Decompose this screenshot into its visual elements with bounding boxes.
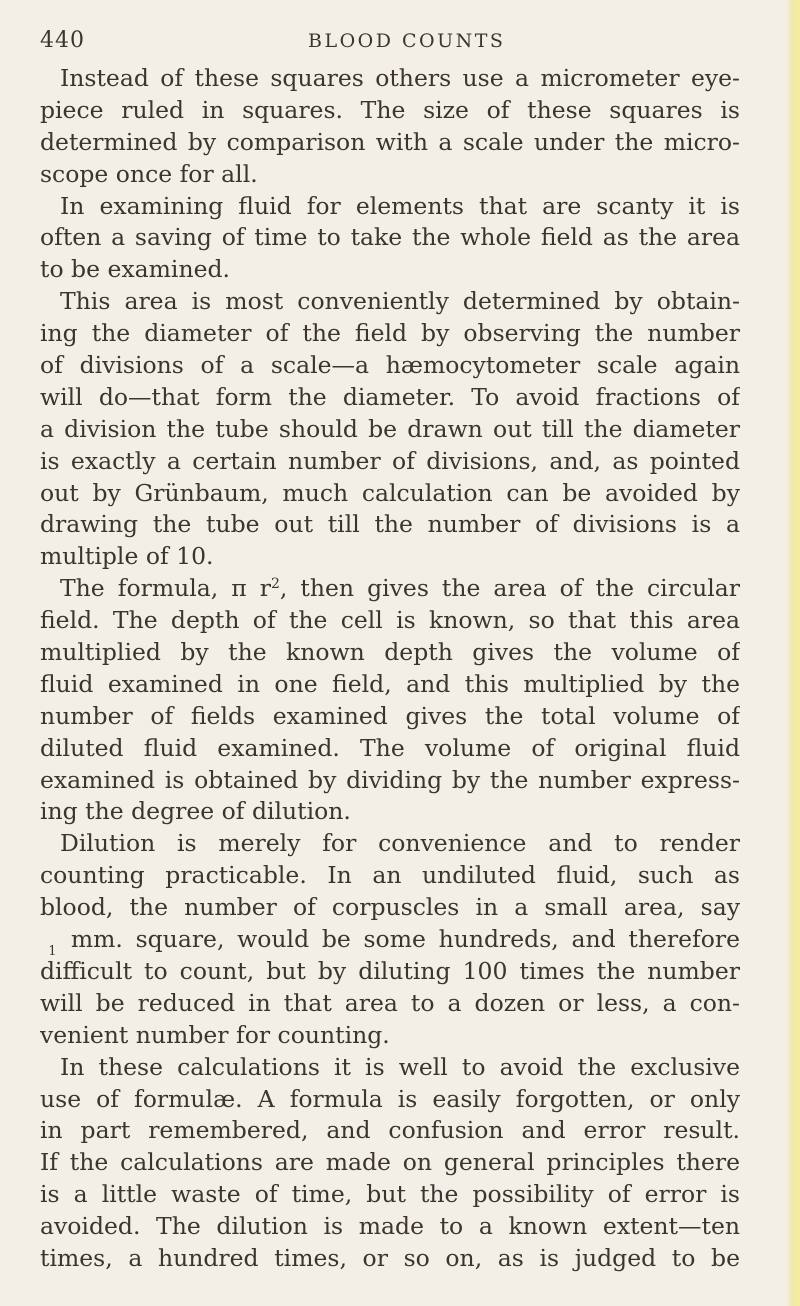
text-line: If the calculations are made on general principles there bbox=[40, 1148, 740, 1177]
text-line: use of formulæ. A formula is easily forgotten, or only bbox=[40, 1084, 740, 1113]
text-line: multiple of 10. bbox=[40, 542, 214, 571]
text-line-formula bbox=[40, 572, 740, 604]
text-line: is a little waste of time, but the possibility of error is bbox=[40, 1180, 740, 1209]
text-line: is exactly a certain number of divisions, and, as pointed bbox=[40, 446, 740, 475]
text-line: Instead of these squares others use a micrometer eye- bbox=[60, 64, 740, 92]
text-line: multiplied by the known depth gives the volume of bbox=[40, 638, 740, 667]
fraction bbox=[40, 945, 65, 955]
text-line: determined by comparison with a scale under the micro- bbox=[40, 127, 740, 156]
text-line: avoided. The dilution is made to a known extent—ten bbox=[40, 1212, 740, 1241]
formula-text: The formula, π r bbox=[60, 574, 271, 603]
text-line: piece ruled in squares. The size of these squares is bbox=[40, 95, 740, 124]
text-line: difficult to count, but by diluting 100 times the number bbox=[40, 956, 740, 985]
text-line: diluted fluid examined. The volume of original fluid bbox=[40, 733, 740, 762]
text-line: of divisions of a scale—a hæmocytometer scale again bbox=[40, 351, 740, 380]
text-line: will be reduced in that area to a dozen or less, a con- bbox=[40, 988, 740, 1017]
text-line: to be examined. bbox=[40, 255, 231, 284]
page-number: 440 bbox=[40, 28, 85, 53]
text-line: out by Grünbaum, much calculation can be avoided by bbox=[40, 478, 740, 507]
text-line: ing the diameter of the field by observing the number bbox=[40, 319, 740, 348]
fraction-line-text: mm. square, would be some hundreds, and therefore bbox=[70, 925, 740, 954]
body-text bbox=[40, 62, 740, 1274]
text-line: fluid examined in one field, and this multiplied by the bbox=[40, 669, 740, 698]
text-line-fraction bbox=[40, 923, 740, 955]
text-line: in part remembered, and confusion and error result. bbox=[40, 1116, 740, 1145]
text-line: scope once for all. bbox=[40, 159, 258, 188]
formula-exponent: 2 bbox=[271, 576, 280, 593]
text-line: field. The depth of the cell is known, so that this area bbox=[40, 606, 740, 635]
running-head: BLOOD COUNTS bbox=[308, 30, 506, 52]
text-line: examined is obtained by dividing by the number express- bbox=[40, 765, 740, 794]
text-line: In these calculations it is well to avoid the exclusive bbox=[60, 1052, 740, 1081]
text-line: venient number for counting. bbox=[40, 1020, 390, 1049]
text-line: drawing the tube out till the number of divisions is a bbox=[40, 510, 740, 539]
formula-text-rest: , then gives the area of the circular bbox=[279, 574, 740, 603]
text-line: often a saving of time to take the whole field as the area bbox=[40, 223, 740, 252]
text-line: counting practicable. In an undiluted fluid, such as bbox=[40, 861, 740, 890]
page-edge-stain bbox=[786, 0, 800, 1306]
fraction-numerator: 1 bbox=[48, 944, 57, 955]
text-line: Dilution is merely for convenience and to render bbox=[60, 829, 740, 858]
text-line: ing the degree of dilution. bbox=[40, 797, 351, 826]
text-line: a division the tube should be drawn out till the diameter bbox=[40, 414, 740, 443]
text-line: This area is most conveniently determined by obtain- bbox=[60, 287, 740, 316]
text-line: number of fields examined gives the total volume of bbox=[40, 701, 740, 730]
text-line: times, a hundred times, or so on, as is judged to be bbox=[40, 1243, 740, 1272]
text-line: blood, the number of corpuscles in a small area, say bbox=[40, 893, 740, 922]
text-line: will do—that form the diameter. To avoid fractions of bbox=[40, 382, 740, 411]
text-line: In examining fluid for elements that are scanty it is bbox=[60, 191, 740, 220]
page-header bbox=[40, 22, 740, 56]
